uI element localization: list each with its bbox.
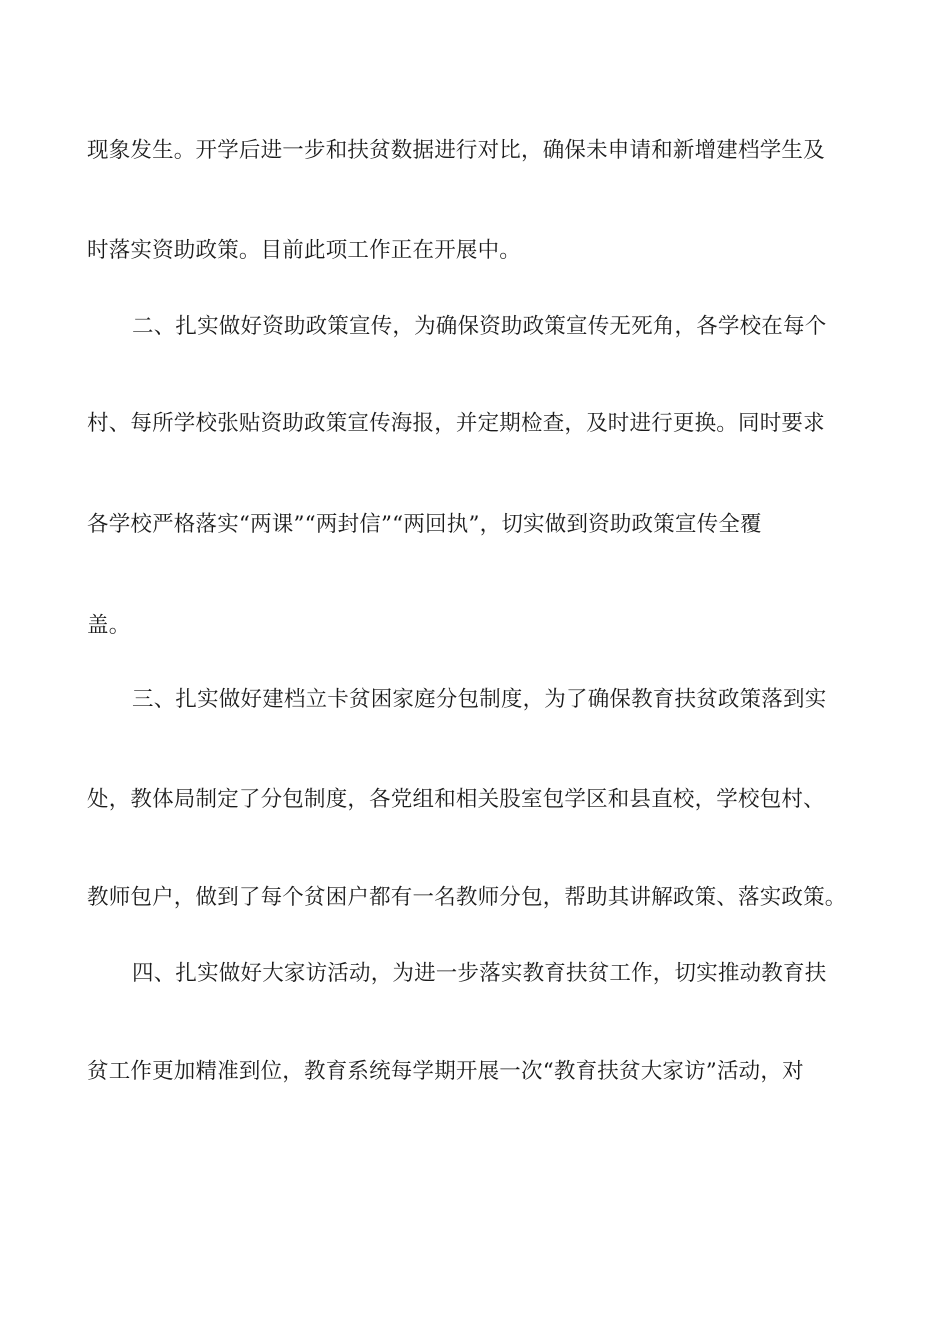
text-line: 盖。 (87, 613, 131, 638)
text-line: 时落实资助政策。目前此项工作正在开展中。 (87, 238, 522, 263)
text-line: 村、每所学校张贴资助政策宣传海报，并定期检查，及时进行更换。同时要求 (87, 411, 825, 436)
text-line: 各学校严格落实“两课”“两封信”“两回执”，切实做到资助政策宣传全覆 (87, 512, 762, 537)
paragraph-4-start: 四、扎实做好大家访活动，为进一步落实教育扶贫工作，切实推动教育扶 (132, 961, 827, 986)
text-line: 现象发生。开学后进一步和扶贫数据进行对比，确保未申请和新增建档学生及 (87, 138, 825, 163)
text-line: 处，教体局制定了分包制度，各党组和相关股室包学区和县直校，学校包村、 (87, 787, 825, 812)
paragraph-2-start: 二、扎实做好资助政策宣传，为确保资助政策宣传无死角，各学校在每个 (132, 314, 827, 339)
text-line: 教师包户，做到了每个贫困户都有一名教师分包，帮助其讲解政策、落实政策。 (87, 885, 847, 910)
paragraph-3-start: 三、扎实做好建档立卡贫困家庭分包制度，为了确保教育扶贫政策落到实 (132, 687, 827, 712)
text-line: 贫工作更加精准到位，教育系统每学期开展一次“教育扶贫大家访”活动，对 (87, 1059, 804, 1084)
